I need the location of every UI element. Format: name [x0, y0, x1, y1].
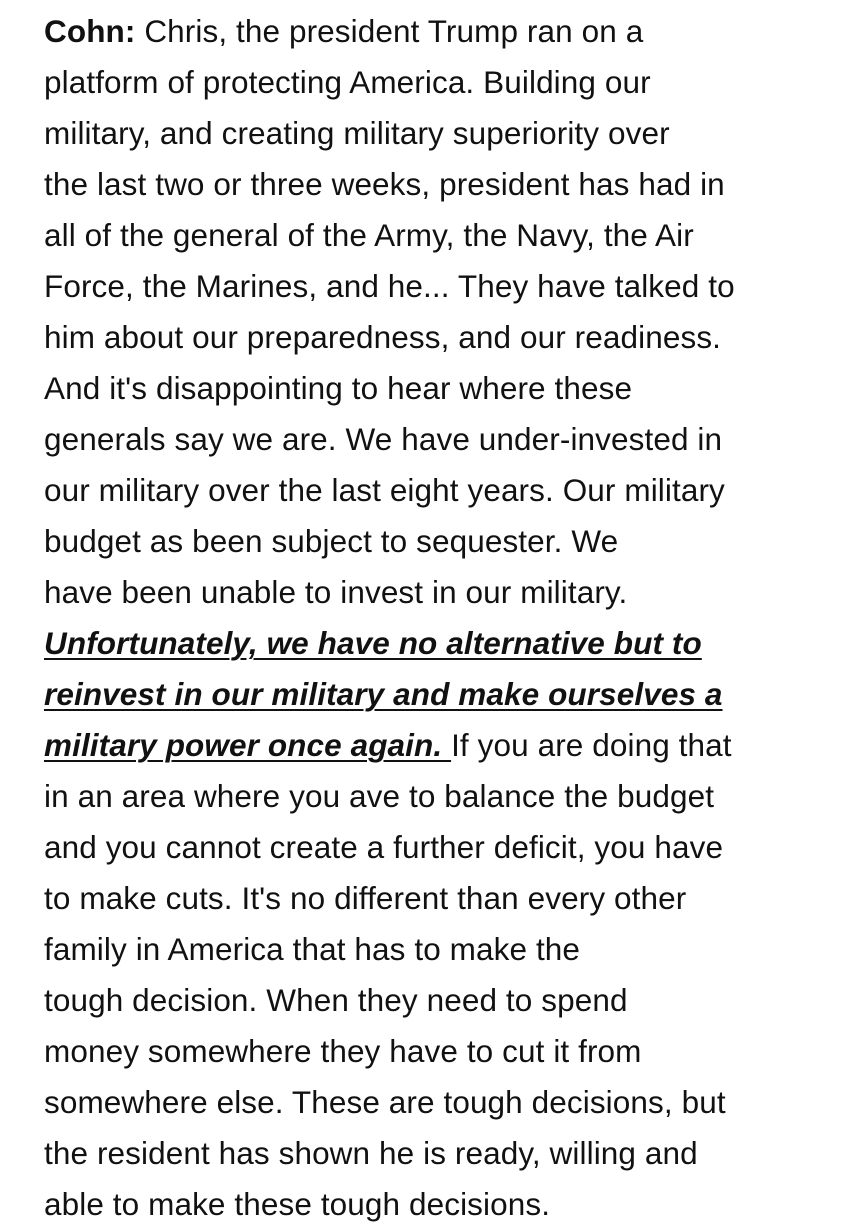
transcript-line: able to make these tough decisions.: [44, 1186, 551, 1222]
transcript-line: And it's disappointing to hear where these: [44, 370, 633, 406]
transcript-line: military, and creating military superiority over: [44, 115, 670, 151]
transcript-line: family in America that has to make the: [44, 931, 581, 967]
transcript-line: all of the general of the Army, the Navy, the Air: [44, 217, 694, 253]
emphasized-quote: Unfortunately, we have no alternative but to: [44, 625, 702, 661]
line-text: Chris, the president Trump ran on a: [135, 13, 644, 49]
transcript-line: and you cannot create a further deficit, you have: [44, 829, 724, 865]
transcript-line: the resident has shown he is ready, willing and: [44, 1135, 698, 1171]
transcript-line: platform of protecting America. Building our: [44, 64, 651, 100]
transcript-line: to make cuts. It's no different than every other: [44, 880, 687, 916]
transcript-line: [44, 720, 859, 771]
transcript-line: Force, the Marines, and he... They have talked to: [44, 268, 735, 304]
transcript-line: in an area where you ave to balance the budget: [44, 778, 715, 814]
transcript-line: the last two or three weeks, president has had in: [44, 166, 725, 202]
emphasized-quote: reinvest in our military and make ourselves a: [44, 676, 723, 712]
transcript-line: somewhere else. These are tough decisions, but: [44, 1084, 726, 1120]
transcript-line: generals say we are. We have under-invested in: [44, 421, 723, 457]
transcript-line: tough decision. When they need to spend: [44, 982, 628, 1018]
transcript-line: have been unable to invest in our military.: [44, 574, 628, 610]
transcript-text: [44, 6, 859, 1230]
emphasized-quote: military power once again.: [44, 727, 452, 763]
transcript-line: budget as been subject to sequester. We: [44, 523, 619, 559]
speaker-label: Cohn:: [44, 13, 136, 49]
transcript-line: [44, 669, 859, 720]
transcript-line: [44, 6, 859, 57]
transcript-line: [44, 618, 859, 669]
transcript-line: our military over the last eight years. Our military: [44, 472, 725, 508]
transcript-line: him about our preparedness, and our readiness.: [44, 319, 722, 355]
line-text: If you are doing that: [451, 727, 732, 763]
transcript-line: money somewhere they have to cut it from: [44, 1033, 642, 1069]
